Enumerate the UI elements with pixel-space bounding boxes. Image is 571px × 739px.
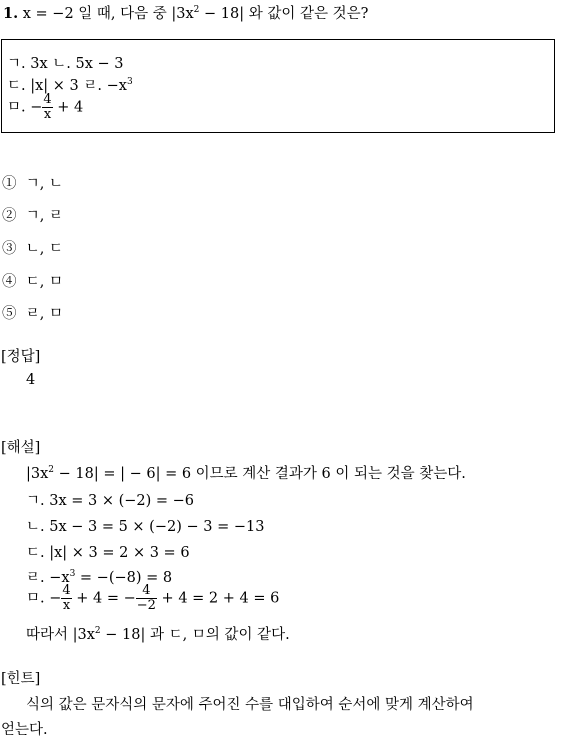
answer-label: [정답] [1,349,41,365]
box-line-3 [7,93,83,122]
exp-2: 2 [48,465,55,476]
fraction [136,584,157,613]
option-mark: ① [2,176,17,192]
option-4[interactable] [2,270,63,291]
fraction [61,584,71,613]
box-line-1: ㄱ. 3x ㄴ. 5x − 3 [7,56,124,72]
question-text-pre: x = −2 일 때, 다음 중 |3x [22,6,194,22]
fraction [42,93,52,122]
option-text: ㄴ, ㄷ [25,241,63,257]
option-mark: ⑤ [2,306,17,322]
explanation-line-7 [26,623,290,644]
question-text-post: − 18| 와 값이 같은 것은? [199,6,369,22]
box-line-3-pre: ㅁ. − [7,99,43,116]
option-3[interactable] [2,237,63,258]
answer-value: 4 [26,372,36,388]
explanation-line-2: ㄱ. 3x = 3 × (−2) = −6 [26,493,195,509]
box-line-2 [7,74,133,95]
exp-3: 3 [69,569,76,580]
question-number: 1. [3,5,19,22]
explanation-line-5-pre: ㄹ. −x [26,570,70,586]
option-mark: ② [2,208,17,224]
option-text: ㄱ, ㄹ [25,208,63,224]
explanation-line-5-post: = −(−8) = 8 [75,570,173,586]
option-mark: ④ [2,274,17,290]
explanation-line-6-mid: + 4 = − [71,590,136,607]
fraction-numerator: 4 [43,92,52,107]
explanation-line-3: ㄴ. 5x − 3 = 5 × (−2) − 3 = −13 [26,519,265,535]
fraction-denominator: x [43,107,52,122]
fraction-denominator: −2 [136,598,156,613]
explanation-line-6-pre: ㅁ. − [26,590,62,607]
hint-line-2: 얻는다. [1,722,48,738]
box-line-3-post: + 4 [52,99,84,116]
explanation-line-7-pre: 따라서 |3x [26,627,95,643]
explanation-line-7-post: − 18| 과 ㄷ, ㅁ의 값이 같다. [100,627,290,643]
hint-label: [힌트] [1,671,41,687]
explanation-label: [해설] [1,440,41,456]
box-line-2-text: ㄷ. |x| × 3 ㄹ. −x [7,78,127,94]
explanation-line-4: ㄷ. |x| × 3 = 2 × 3 = 6 [26,545,190,561]
option-mark: ③ [2,241,17,257]
option-text: ㄱ, ㄴ [25,176,63,192]
exp-3: 3 [126,77,133,88]
exp-2: 2 [94,626,101,637]
fraction-numerator: 4 [62,583,71,598]
explanation-line-6 [26,584,279,613]
option-1[interactable] [2,172,63,193]
hint-line-1: 식의 값은 문자식의 문자에 주어진 수를 대입하여 순서에 맞게 계산하여 [26,697,474,713]
exp-2: 2 [193,5,200,16]
option-text: ㄷ, ㅁ [25,274,63,290]
explanation-line-1-post: − 18| = | − 6| = 6 이므로 계산 결과가 6 이 되는 것을 찾는다. [54,466,466,482]
explanation-line-1-pre: |3x [26,466,49,482]
option-5[interactable] [2,302,63,323]
explanation-line-1 [26,462,466,483]
option-text: ㄹ, ㅁ [25,306,63,322]
question [3,2,368,23]
explanation-line-6-post: + 4 = 2 + 4 = 6 [156,590,280,607]
fraction-numerator: 4 [136,584,157,599]
option-2[interactable] [2,204,63,225]
fraction-denominator: x [62,598,71,613]
